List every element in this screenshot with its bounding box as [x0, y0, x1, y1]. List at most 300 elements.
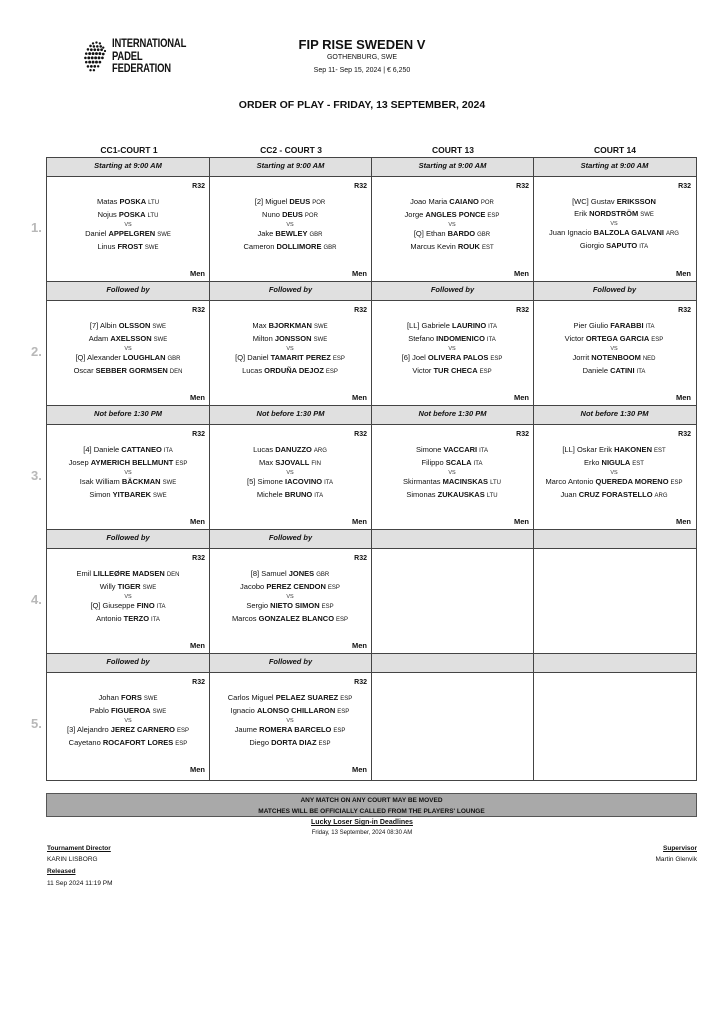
player-line: [533, 227, 695, 240]
player-last-name: ROCAFORT LORES: [102, 738, 174, 747]
match-players: [47, 444, 209, 502]
player-last-name: AYMERICH BELLMUNT: [90, 458, 174, 467]
player-last-name: YITBAREK: [112, 490, 152, 499]
player-country: ITA: [163, 448, 173, 454]
player-last-name: ANGLES PONCE: [425, 210, 486, 219]
player-country: ESP: [176, 728, 189, 734]
round-label: R32: [516, 307, 529, 314]
category-label: Men: [352, 765, 367, 774]
player-country: GBR: [323, 245, 337, 251]
player-first-name: Johan: [98, 693, 119, 702]
player-last-name: GONZALEZ BLANCO: [258, 614, 335, 623]
player-last-name: TAMARIT PEREZ: [270, 353, 331, 362]
director-label: Tournament Director: [47, 845, 111, 852]
player-country: NED: [642, 356, 656, 362]
player-country: ITA: [151, 617, 160, 623]
supervisor-label: Supervisor: [663, 845, 697, 852]
player-seed: [5]: [247, 477, 256, 486]
player-line: [533, 240, 695, 253]
category-label: Men: [190, 517, 205, 526]
player-line: [533, 365, 695, 378]
category-label: Men: [190, 765, 205, 774]
player-first-name: Josep: [68, 458, 89, 467]
player-first-name: Milton: [252, 334, 273, 343]
player-first-name: Erko: [584, 458, 600, 467]
start-time-label: Followed by: [371, 282, 533, 300]
category-label: Men: [352, 517, 367, 526]
round-label: R32: [516, 183, 529, 190]
player-seed: [3]: [66, 725, 76, 734]
player-country: SWE: [640, 212, 654, 218]
empty-cell: [371, 673, 533, 778]
player-country: ESP: [651, 337, 664, 343]
vs-separator: VS: [610, 470, 618, 476]
start-time-label: Followed by: [209, 654, 371, 672]
schedule-grid: [46, 157, 697, 781]
match-players: [209, 692, 371, 750]
player-first-name: Juan Ignacio: [549, 228, 592, 237]
category-label: Men: [352, 641, 367, 650]
match-cell: [371, 425, 533, 530]
player-first-name: Nojus: [97, 210, 117, 219]
time-band: [47, 281, 696, 301]
match-cell: [209, 177, 371, 282]
player-seed: [Q]: [413, 229, 424, 238]
player-country: DEN: [166, 572, 180, 578]
round-label: R32: [678, 183, 691, 190]
row-number: 5.: [31, 716, 42, 731]
player-first-name: Jorrit: [572, 353, 590, 362]
player-line: [371, 476, 533, 489]
player-country: GBR: [309, 232, 323, 238]
vs-separator: VS: [448, 346, 456, 352]
category-label: Men: [676, 517, 691, 526]
match-players: [533, 196, 695, 253]
vs-separator: VS: [610, 346, 618, 352]
player-line: [209, 489, 371, 502]
player-line: [209, 692, 371, 705]
player-last-name: TUR CHECA: [433, 366, 478, 375]
round-label: R32: [192, 431, 205, 438]
time-band: [47, 405, 696, 425]
row-number: 3.: [31, 468, 42, 483]
player-last-name: NOTENBOOM: [591, 353, 641, 362]
player-country: LTU: [147, 213, 159, 219]
player-first-name: Daniel: [247, 353, 269, 362]
start-time-label: Starting at 9:00 AM: [371, 158, 533, 176]
player-line: [47, 241, 209, 254]
player-line: [47, 600, 209, 613]
round-label: R32: [516, 431, 529, 438]
category-label: Men: [352, 269, 367, 278]
start-time-label: Not before 1:30 PM: [371, 406, 533, 424]
player-country: ARG: [313, 448, 327, 454]
player-line: [533, 196, 695, 208]
row-number: 4.: [31, 592, 42, 607]
player-first-name: Albin: [99, 321, 117, 330]
player-last-name: MACINSKAS: [442, 477, 489, 486]
vs-separator: VS: [124, 470, 132, 476]
player-line: [47, 581, 209, 594]
player-line: [47, 352, 209, 365]
player-last-name: SEBBER GORMSEN: [95, 366, 168, 375]
round-label: R32: [354, 679, 367, 686]
player-line: [47, 568, 209, 581]
player-first-name: Pablo: [89, 706, 109, 715]
player-country: ITA: [639, 244, 649, 250]
match-cell: [533, 177, 695, 282]
time-band: [47, 157, 696, 177]
player-line: [47, 724, 209, 737]
player-line: [47, 613, 209, 626]
player-first-name: Jake: [257, 229, 274, 238]
player-first-name: Filippo: [421, 458, 444, 467]
player-last-name: ROUK: [457, 242, 480, 251]
match-players: [209, 444, 371, 502]
player-country: ESP: [487, 213, 500, 219]
player-last-name: QUEREDA MORENO: [595, 477, 669, 486]
player-line: [209, 333, 371, 346]
player-first-name: Diego: [249, 738, 270, 747]
player-country: ESP: [175, 741, 188, 747]
player-last-name: SCALA: [445, 458, 472, 467]
player-country: ITA: [636, 369, 646, 375]
player-line: [371, 241, 533, 254]
player-line: [47, 737, 209, 750]
player-first-name: Pier Giulio: [573, 321, 609, 330]
player-first-name: Michele: [256, 490, 283, 499]
player-last-name: BÄCKMAN: [121, 477, 161, 486]
player-country: ESP: [175, 461, 188, 467]
vs-separator: VS: [124, 346, 132, 352]
player-line: [209, 737, 371, 750]
match-cell: [371, 301, 533, 406]
player-first-name: Marcos: [231, 614, 257, 623]
player-country: ARG: [665, 231, 679, 237]
player-first-name: Samuel: [261, 569, 287, 578]
player-first-name: Ethan: [425, 229, 446, 238]
player-last-name: ORTEGA GARCIA: [585, 334, 650, 343]
player-line: [371, 320, 533, 333]
match-players: [47, 692, 209, 750]
player-country: SWE: [162, 480, 177, 486]
start-time-label: Not before 1:30 PM: [94, 409, 162, 418]
match-cell: [533, 425, 695, 530]
player-last-name: CATINI: [610, 366, 635, 375]
vs-separator: VS: [286, 346, 294, 352]
player-first-name: Gustav: [590, 197, 615, 206]
player-country: ESP: [333, 728, 346, 734]
player-first-name: Joao Maria: [410, 197, 448, 206]
vs-separator: VS: [286, 718, 294, 724]
player-first-name: Simone: [415, 445, 442, 454]
round-label: R32: [192, 307, 205, 314]
vs-separator: VS: [286, 222, 294, 228]
player-last-name: BARDO: [447, 229, 476, 238]
player-country: SWE: [157, 232, 171, 238]
match-players: [533, 444, 695, 502]
player-seed: [4]: [83, 445, 92, 454]
player-last-name: SJOVALL: [275, 458, 310, 467]
player-line: [47, 476, 209, 489]
player-last-name: IACOVINO: [284, 477, 323, 486]
player-last-name: JEREZ CARNERO: [110, 725, 175, 734]
player-line: [209, 724, 371, 737]
vs-separator: VS: [124, 222, 132, 228]
round-label: R32: [678, 307, 691, 314]
player-line: [533, 457, 695, 470]
player-country: SWE: [313, 324, 328, 330]
player-last-name: ORDUÑA DEJOZ: [264, 366, 324, 375]
player-seed: [7]: [89, 321, 99, 330]
player-first-name: Matas: [96, 197, 118, 206]
vs-separator: VS: [610, 221, 618, 227]
player-last-name: POSKA: [118, 210, 146, 219]
player-country: POR: [312, 200, 326, 206]
player-country: POR: [304, 213, 318, 219]
player-line: [371, 209, 533, 222]
round-label: R32: [354, 183, 367, 190]
player-first-name: Giuseppe: [102, 601, 135, 610]
player-country: SWE: [313, 337, 328, 343]
player-seed: [WC]: [572, 197, 589, 206]
match-cell: [371, 177, 533, 282]
player-last-name: DOLLIMORE: [276, 242, 322, 251]
match-cell: [47, 673, 209, 778]
player-line: [47, 489, 209, 502]
player-last-name: BALZOLA GALVANI: [593, 228, 664, 237]
court-header: COURT 13: [431, 145, 475, 155]
notice-line: MATCHES WILL BE OFFICIALLY CALLED FROM THE PLAYERS' LOUNGE: [258, 808, 485, 815]
player-first-name: Alejandro: [77, 725, 109, 734]
round-label: R32: [354, 555, 367, 562]
player-first-name: Simone: [257, 477, 283, 486]
player-country: ESP: [321, 604, 334, 610]
player-first-name: Juan: [560, 490, 577, 499]
start-time-label: [371, 530, 533, 548]
category-label: Men: [676, 393, 691, 402]
player-first-name: Daniele: [582, 366, 608, 375]
player-line: [533, 476, 695, 489]
logo-line: PADEL: [111, 50, 142, 63]
player-line: [209, 320, 371, 333]
category-label: Men: [190, 269, 205, 278]
released-label: Released: [47, 868, 76, 875]
player-first-name: Joel: [412, 353, 426, 362]
start-time-label: Followed by: [209, 282, 371, 300]
player-line: [47, 228, 209, 241]
match-cell: [209, 301, 371, 406]
vs-separator: VS: [124, 718, 132, 724]
round-label: R32: [354, 431, 367, 438]
player-country: GBR: [167, 356, 181, 362]
match-players: [371, 444, 533, 502]
player-last-name: CRUZ FORASTELLO: [578, 490, 653, 499]
player-last-name: AXELSSON: [110, 334, 152, 343]
player-line: [371, 333, 533, 346]
player-line: [209, 352, 371, 365]
player-line: [47, 333, 209, 346]
player-country: EST: [481, 245, 494, 251]
player-seed: [Q]: [90, 601, 101, 610]
player-country: POR: [480, 200, 494, 206]
player-line: [533, 489, 695, 502]
player-country: ESP: [327, 585, 340, 591]
player-first-name: Antonio: [96, 614, 122, 623]
player-line: [533, 352, 695, 365]
player-country: GBR: [316, 572, 330, 578]
tournament-location: GOTHENBURG, SWE: [326, 54, 397, 61]
player-first-name: Cameron: [243, 242, 275, 251]
match-players: [47, 196, 209, 254]
start-time-label: [371, 654, 533, 672]
player-last-name: HAKONEN: [614, 445, 652, 454]
match-cell: [533, 301, 695, 406]
player-country: ITA: [324, 480, 333, 486]
player-first-name: Jorge: [404, 210, 424, 219]
player-last-name: FARABBI: [610, 321, 644, 330]
player-country: SWE: [153, 493, 167, 499]
player-last-name: LOUGHLAN: [123, 353, 166, 362]
match-players: [47, 320, 209, 378]
player-last-name: OLIVERA PALOS: [427, 353, 489, 362]
start-time-label: Starting at 9:00 AM: [533, 158, 695, 176]
player-first-name: Alexander: [87, 353, 121, 362]
player-first-name: Max: [259, 458, 274, 467]
player-country: SWE: [152, 324, 167, 330]
player-country: LTU: [148, 200, 160, 206]
player-country: ESP: [318, 741, 331, 747]
player-last-name: DORTA DIAZ: [271, 738, 317, 747]
player-seed: [LL]: [406, 321, 420, 330]
player-first-name: Nuno: [262, 210, 280, 219]
player-seed: [2]: [254, 197, 264, 206]
tournament-dates: Sep 11- Sep 15, 2024 | € 6,250: [313, 67, 411, 74]
player-last-name: BEWLEY: [275, 229, 308, 238]
tournament-name: FIP RISE SWEDEN V: [298, 37, 426, 52]
player-last-name: CAIANO: [449, 197, 479, 206]
match-players: [209, 196, 371, 254]
match-players: [371, 320, 533, 378]
player-line: [371, 196, 533, 209]
player-country: LTU: [486, 493, 498, 499]
player-line: [209, 705, 371, 718]
player-seed: [Q]: [235, 353, 246, 362]
match-players: [209, 320, 371, 378]
player-last-name: JONES: [288, 569, 315, 578]
player-country: ESP: [490, 356, 503, 362]
player-first-name: Cayetano: [68, 738, 101, 747]
player-last-name: BJORKMAN: [268, 321, 312, 330]
player-first-name: Adam: [88, 334, 109, 343]
player-last-name: OLSSON: [118, 321, 151, 330]
player-seed: [8]: [250, 569, 260, 578]
player-country: SWE: [143, 696, 158, 702]
start-time-label: Followed by: [106, 533, 150, 542]
player-country: ITA: [473, 461, 483, 467]
player-line: [209, 581, 371, 594]
start-time-label: Starting at 9:00 AM: [209, 158, 371, 176]
category-label: Men: [514, 517, 529, 526]
round-label: R32: [678, 431, 691, 438]
player-last-name: DEUS: [282, 210, 303, 219]
player-first-name: Victor: [564, 334, 584, 343]
player-line: [47, 365, 209, 378]
player-country: ITA: [645, 324, 655, 330]
player-line: [371, 444, 533, 457]
player-line: [371, 352, 533, 365]
category-label: Men: [190, 393, 205, 402]
player-first-name: Linus: [97, 242, 116, 251]
player-last-name: ZUKAUSKAS: [437, 490, 485, 499]
player-last-name: ERIKSSON: [616, 197, 656, 206]
player-line: [209, 209, 371, 222]
player-line: [533, 320, 695, 333]
player-seed: [Q]: [75, 353, 86, 362]
player-line: [209, 241, 371, 254]
player-line: [209, 365, 371, 378]
player-first-name: Jaume: [234, 725, 258, 734]
match-cell: [209, 549, 371, 654]
player-last-name: PELAEZ SUAREZ: [275, 693, 339, 702]
player-line: [47, 692, 209, 705]
director-name: KARIN LISBORG: [47, 856, 98, 863]
player-line: [209, 476, 371, 489]
player-line: [209, 228, 371, 241]
player-country: GBR: [477, 232, 491, 238]
empty-cell: [533, 549, 695, 654]
player-seed: [6]: [401, 353, 410, 362]
player-last-name: LAURINO: [452, 321, 487, 330]
match-players: [209, 568, 371, 626]
player-first-name: Erik: [574, 209, 587, 218]
row-number: 2.: [31, 344, 42, 359]
player-first-name: Miguel: [265, 197, 288, 206]
category-label: Men: [352, 393, 367, 402]
player-last-name: ROMERA BARCELO: [259, 725, 332, 734]
match-cell: [47, 549, 209, 654]
player-country: ARG: [654, 493, 668, 499]
player-first-name: Daniel: [85, 229, 107, 238]
logo-line: INTERNATIONAL: [111, 38, 186, 51]
player-line: [533, 444, 695, 457]
lucky-loser-title: Lucky Loser Sign-in Deadlines: [311, 819, 413, 826]
start-time-label: Followed by: [106, 657, 150, 666]
match-players: [47, 568, 209, 626]
match-players: [533, 320, 695, 378]
category-label: Men: [190, 641, 205, 650]
match-cell: [209, 673, 371, 778]
category-label: Men: [514, 269, 529, 278]
player-first-name: Lucas: [253, 445, 274, 454]
player-country: ESP: [336, 617, 349, 623]
player-country: ITA: [488, 324, 498, 330]
player-seed: [LL]: [562, 445, 575, 454]
vs-separator: VS: [286, 594, 294, 600]
start-time-label: [533, 530, 695, 548]
player-line: [371, 489, 533, 502]
player-first-name: Simon: [89, 490, 111, 499]
player-first-name: Emil: [76, 569, 92, 578]
player-last-name: LILLEØRE MADSEN: [93, 569, 165, 578]
vs-separator: VS: [286, 470, 294, 476]
player-first-name: Carlos Miguel: [227, 693, 274, 702]
player-line: [47, 457, 209, 470]
player-first-name: Sergio: [246, 601, 269, 610]
player-country: SWE: [142, 585, 157, 591]
match-cell: [209, 425, 371, 530]
supervisor-name: Martin Glenvik: [655, 856, 697, 863]
